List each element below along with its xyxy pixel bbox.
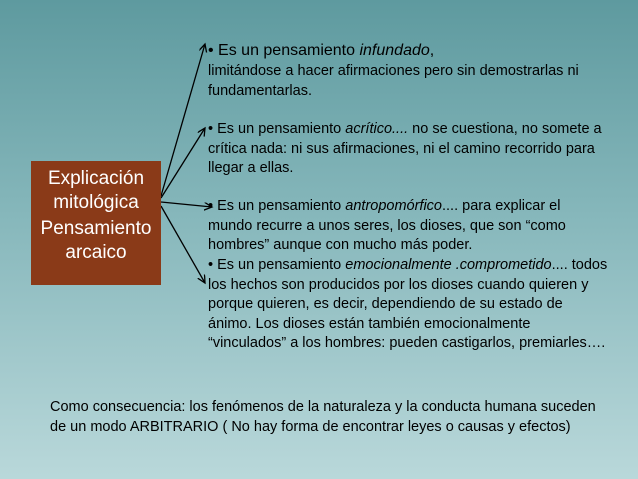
bullet-1-pre: • Es un pensamiento: [208, 42, 360, 59]
arrow-to-bullet-3: [161, 202, 212, 207]
bullet-1-body: limitándose a hacer afirmaciones pero sin demostrarlas ni fundamentarlas.: [208, 63, 579, 99]
bullet-infundado: [208, 40, 608, 101]
bullet-4-pre: • Es un pensamiento: [208, 257, 346, 273]
conclusion-text: Como consecuencia: los fenómenos de la naturaleza y la conducta humana suceden de un modo ARBITRARIO ( No hay forma de encontrar leyes o causas y efectos): [50, 399, 596, 435]
bullet-2-pre: • Es un pensamiento: [208, 121, 346, 137]
bullet-emocional: [208, 256, 608, 354]
box-subtitle-line-1: Pensamiento: [40, 218, 152, 239]
arrow-to-bullet-4: [161, 206, 205, 283]
arrow-to-bullet-1: [161, 44, 205, 196]
arrow-to-bullet-2: [161, 128, 205, 198]
bullet-antropomorfico: [208, 197, 608, 256]
bullet-1-post: ,: [429, 42, 435, 59]
bullet-2-keyword: acrítico....: [345, 121, 409, 137]
bullet-3-post: .... para explicar el mundo recurre a unos seres, los dioses, que son “como hombres” aunque con mucho más poder.: [208, 198, 566, 253]
box-subtitle-line-2: arcaico: [65, 242, 127, 263]
bullet-3-pre: • Es un pensamiento: [208, 198, 346, 214]
bullet-4-keyword: emocionalmente .comprometido: [345, 257, 552, 273]
bullet-3-keyword: antropomórfico: [345, 198, 442, 214]
box-title-line-2: mitológica: [53, 192, 139, 213]
bullet-4-post: .... todos los hechos son producidos por los dioses cuando quieren y porque quieren, es decir, dependiendo de su estado de ánimo. Los dioses están también emocionalmente “vinculados” a los hombres: pueden castigarlos, premiarles….: [208, 257, 608, 351]
bullet-acritico: [208, 120, 608, 179]
bullet-1-keyword: infundado: [359, 42, 430, 59]
box-title-line-1: Explicación: [47, 168, 145, 189]
bullet-1-heading: [208, 40, 608, 62]
bullet-2-post: no se cuestiona, no somete a crítica nada: ni sus afirmaciones, ni el camino recorrido para llegar a ellas.: [208, 121, 602, 176]
concept-box: [31, 161, 161, 285]
